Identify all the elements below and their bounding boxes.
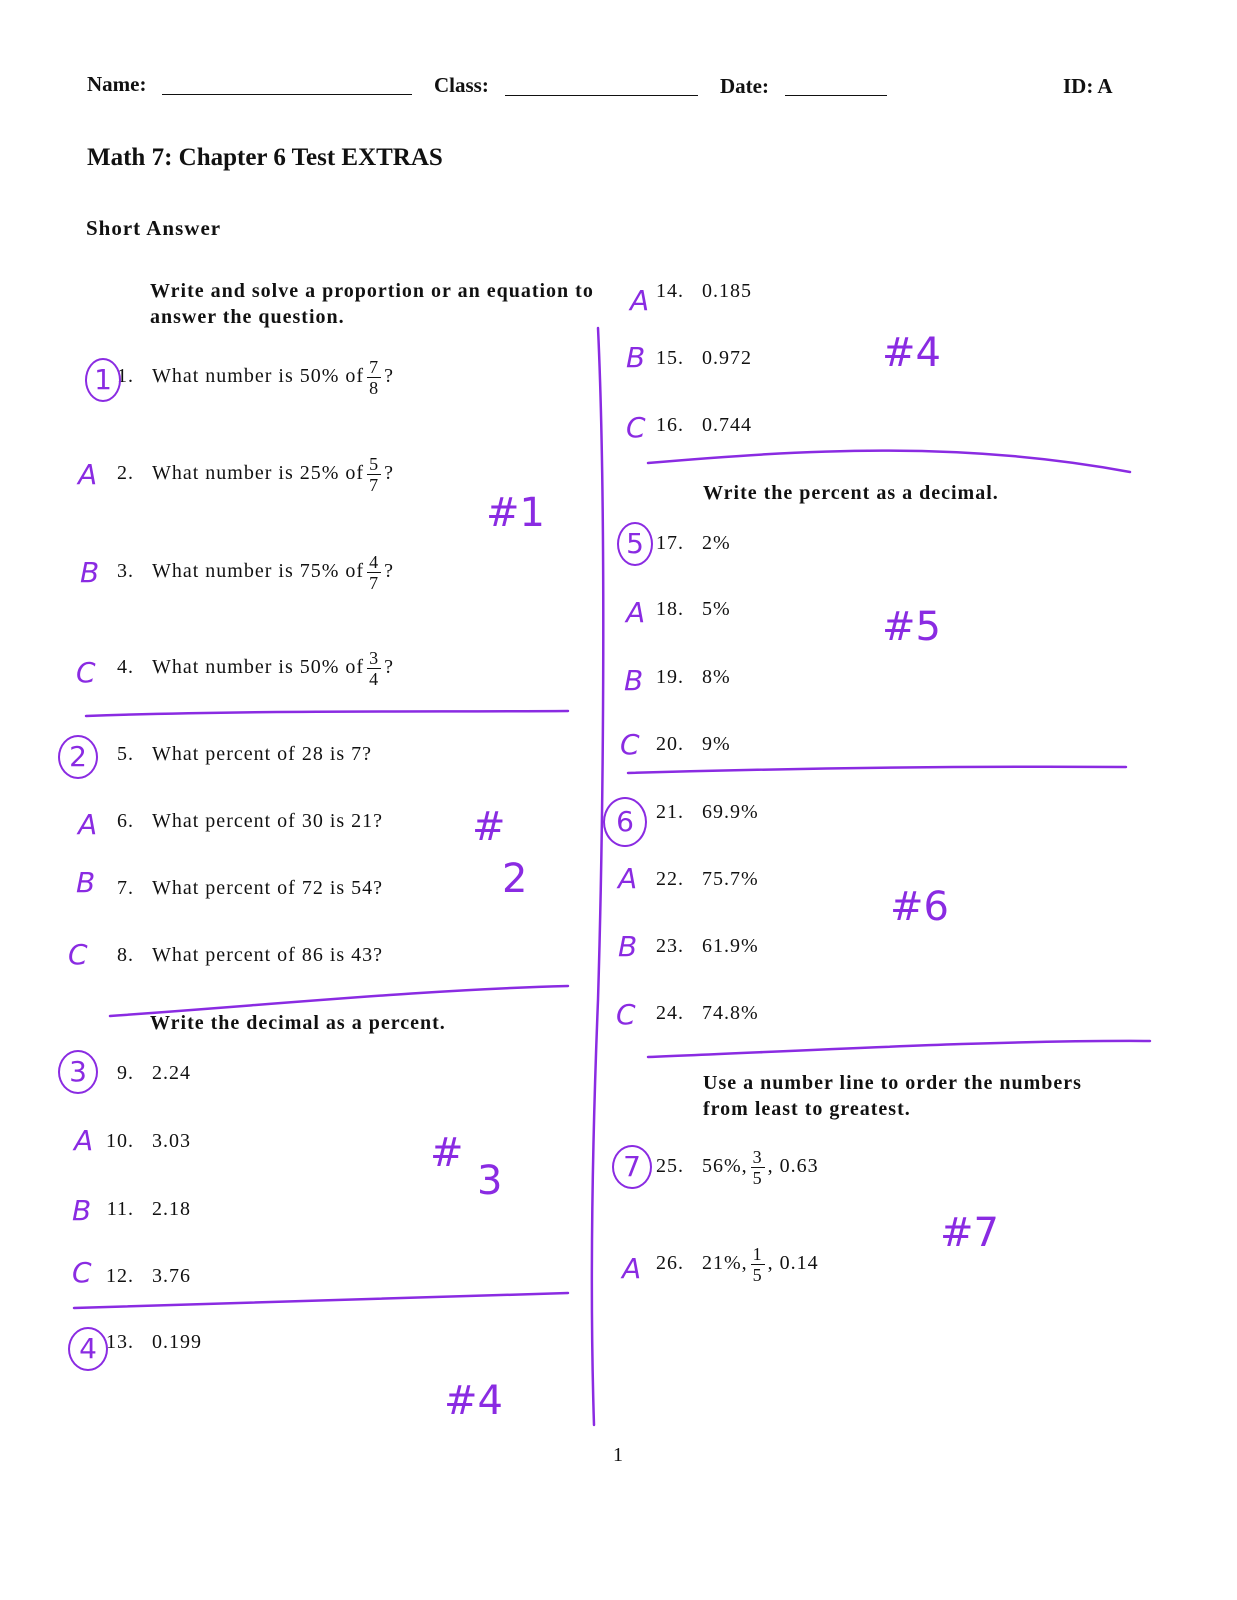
question-23: 23. 61.9% [656,935,759,957]
instruction-number-line: Use a number line to order the numbers from least to greatest. [703,1072,1082,1120]
circled-number-4: 4 [68,1327,108,1371]
question-2: 2. What number is 25% of $\frac{5}{7}$ ? [117,454,394,495]
answer-letter-q16: C [626,411,646,444]
answer-letter-q14: A [630,284,650,317]
question-4: 4. What number is 50% of $\frac{3}{4}$ ? [117,648,394,689]
instruction-percent-to-decimal: Write the percent as a decimal. [703,482,999,504]
question-6: 6. What percent of 30 is 21? [117,810,384,832]
page-number: 1 [613,1444,623,1466]
question-26: 26. 21%, $\frac{1}{5}$ , 0.14 [656,1244,819,1285]
section-heading: Short Answer [86,216,222,240]
answer-letter-q8: C [68,938,88,971]
handwritten-tag-6: #6 [890,884,949,930]
handwritten-tag-3-number: 3 [477,1158,503,1204]
question-8: 8. What percent of 86 is 43? [117,944,384,966]
circled-number-3: 3 [58,1050,98,1094]
id-label: ID: A [1063,74,1113,98]
question-18: 18. 5% [656,598,731,620]
answer-letter-q26: A [622,1252,642,1285]
question-9: 9. 2.24 [117,1062,191,1084]
question-22: 22. 75.7% [656,868,759,890]
question-3: 3. What number is 75% of $\frac{4}{7}$ ? [117,552,394,593]
question-10: 10. 3.03 [106,1130,191,1152]
instruction-proportion: Write and solve a proportion or an equation to answer the question. [150,280,594,328]
handwritten-tag-2-hash: # [472,804,506,850]
page-title: Math 7: Chapter 6 Test EXTRAS [87,144,443,171]
class-label: Class: [434,73,489,97]
answer-letter-q3: B [80,556,100,589]
answer-letter-q18: A [626,596,646,629]
question-24: 24. 74.8% [656,1002,759,1024]
answer-letter-q23: B [618,930,638,963]
question-15: 15. 0.972 [656,347,752,369]
handwritten-tag-2-number: 2 [502,856,528,902]
question-11: 11. 2.18 [106,1198,191,1220]
question-1: 1. What number is 50% of $\frac{7}{8}$ ? [117,357,394,398]
answer-letter-q11: B [72,1194,92,1227]
divider-line-1 [86,711,568,716]
handwritten-tag-1: #1 [486,490,545,536]
question-19: 19. 8% [656,666,731,688]
circled-number-2: 2 [58,735,98,779]
question-16: 16. 0.744 [656,414,752,436]
circled-number-7: 7 [612,1145,652,1189]
divider-line-5 [628,767,1126,773]
date-label: Date: [720,74,769,98]
circled-number-6: 6 [603,797,647,847]
question-21: 21. 69.9% [656,801,759,823]
answer-letter-q15: B [626,341,646,374]
handwritten-tag-4-right: #4 [882,330,941,376]
circled-number-5: 5 [617,522,653,566]
handwritten-tag-3-hash: # [430,1130,464,1176]
question-12: 12. 3.76 [106,1265,191,1287]
handwritten-tag-4-left: #4 [444,1378,503,1424]
question-14: 14. 0.185 [656,280,752,302]
question-5: 5. What percent of 28 is 7? [117,743,373,765]
answer-letter-q19: B [624,664,644,697]
instruction-decimal-to-percent: Write the decimal as a percent. [150,1012,446,1034]
answer-letter-q10: A [74,1124,94,1157]
question-13: 13. 0.199 [106,1331,202,1353]
divider-line-3 [74,1293,568,1308]
question-7: 7. What percent of 72 is 54? [117,877,384,899]
answer-letter-q12: C [72,1256,92,1289]
answer-letter-q4: C [76,656,96,689]
answer-letter-q2: A [78,458,98,491]
answer-letter-q20: C [620,728,640,761]
answer-letter-q7: B [76,866,96,899]
answer-letter-q22: A [618,862,638,895]
divider-line-6 [648,1041,1150,1057]
circled-number-1: 1 [85,358,121,402]
question-17: 17. 2% [656,532,731,554]
handwritten-tag-5: #5 [882,604,941,650]
divider-vertical-line [592,328,603,1425]
name-label: Name: [87,72,147,96]
answer-letter-q6: A [78,808,98,841]
handwritten-tag-7: #7 [940,1210,999,1256]
divider-line-2 [110,986,568,1016]
question-25: 25. 56%, $\frac{3}{5}$ , 0.63 [656,1147,819,1188]
question-20: 20. 9% [656,733,731,755]
answer-letter-q24: C [616,998,636,1031]
divider-line-4 [648,451,1130,472]
